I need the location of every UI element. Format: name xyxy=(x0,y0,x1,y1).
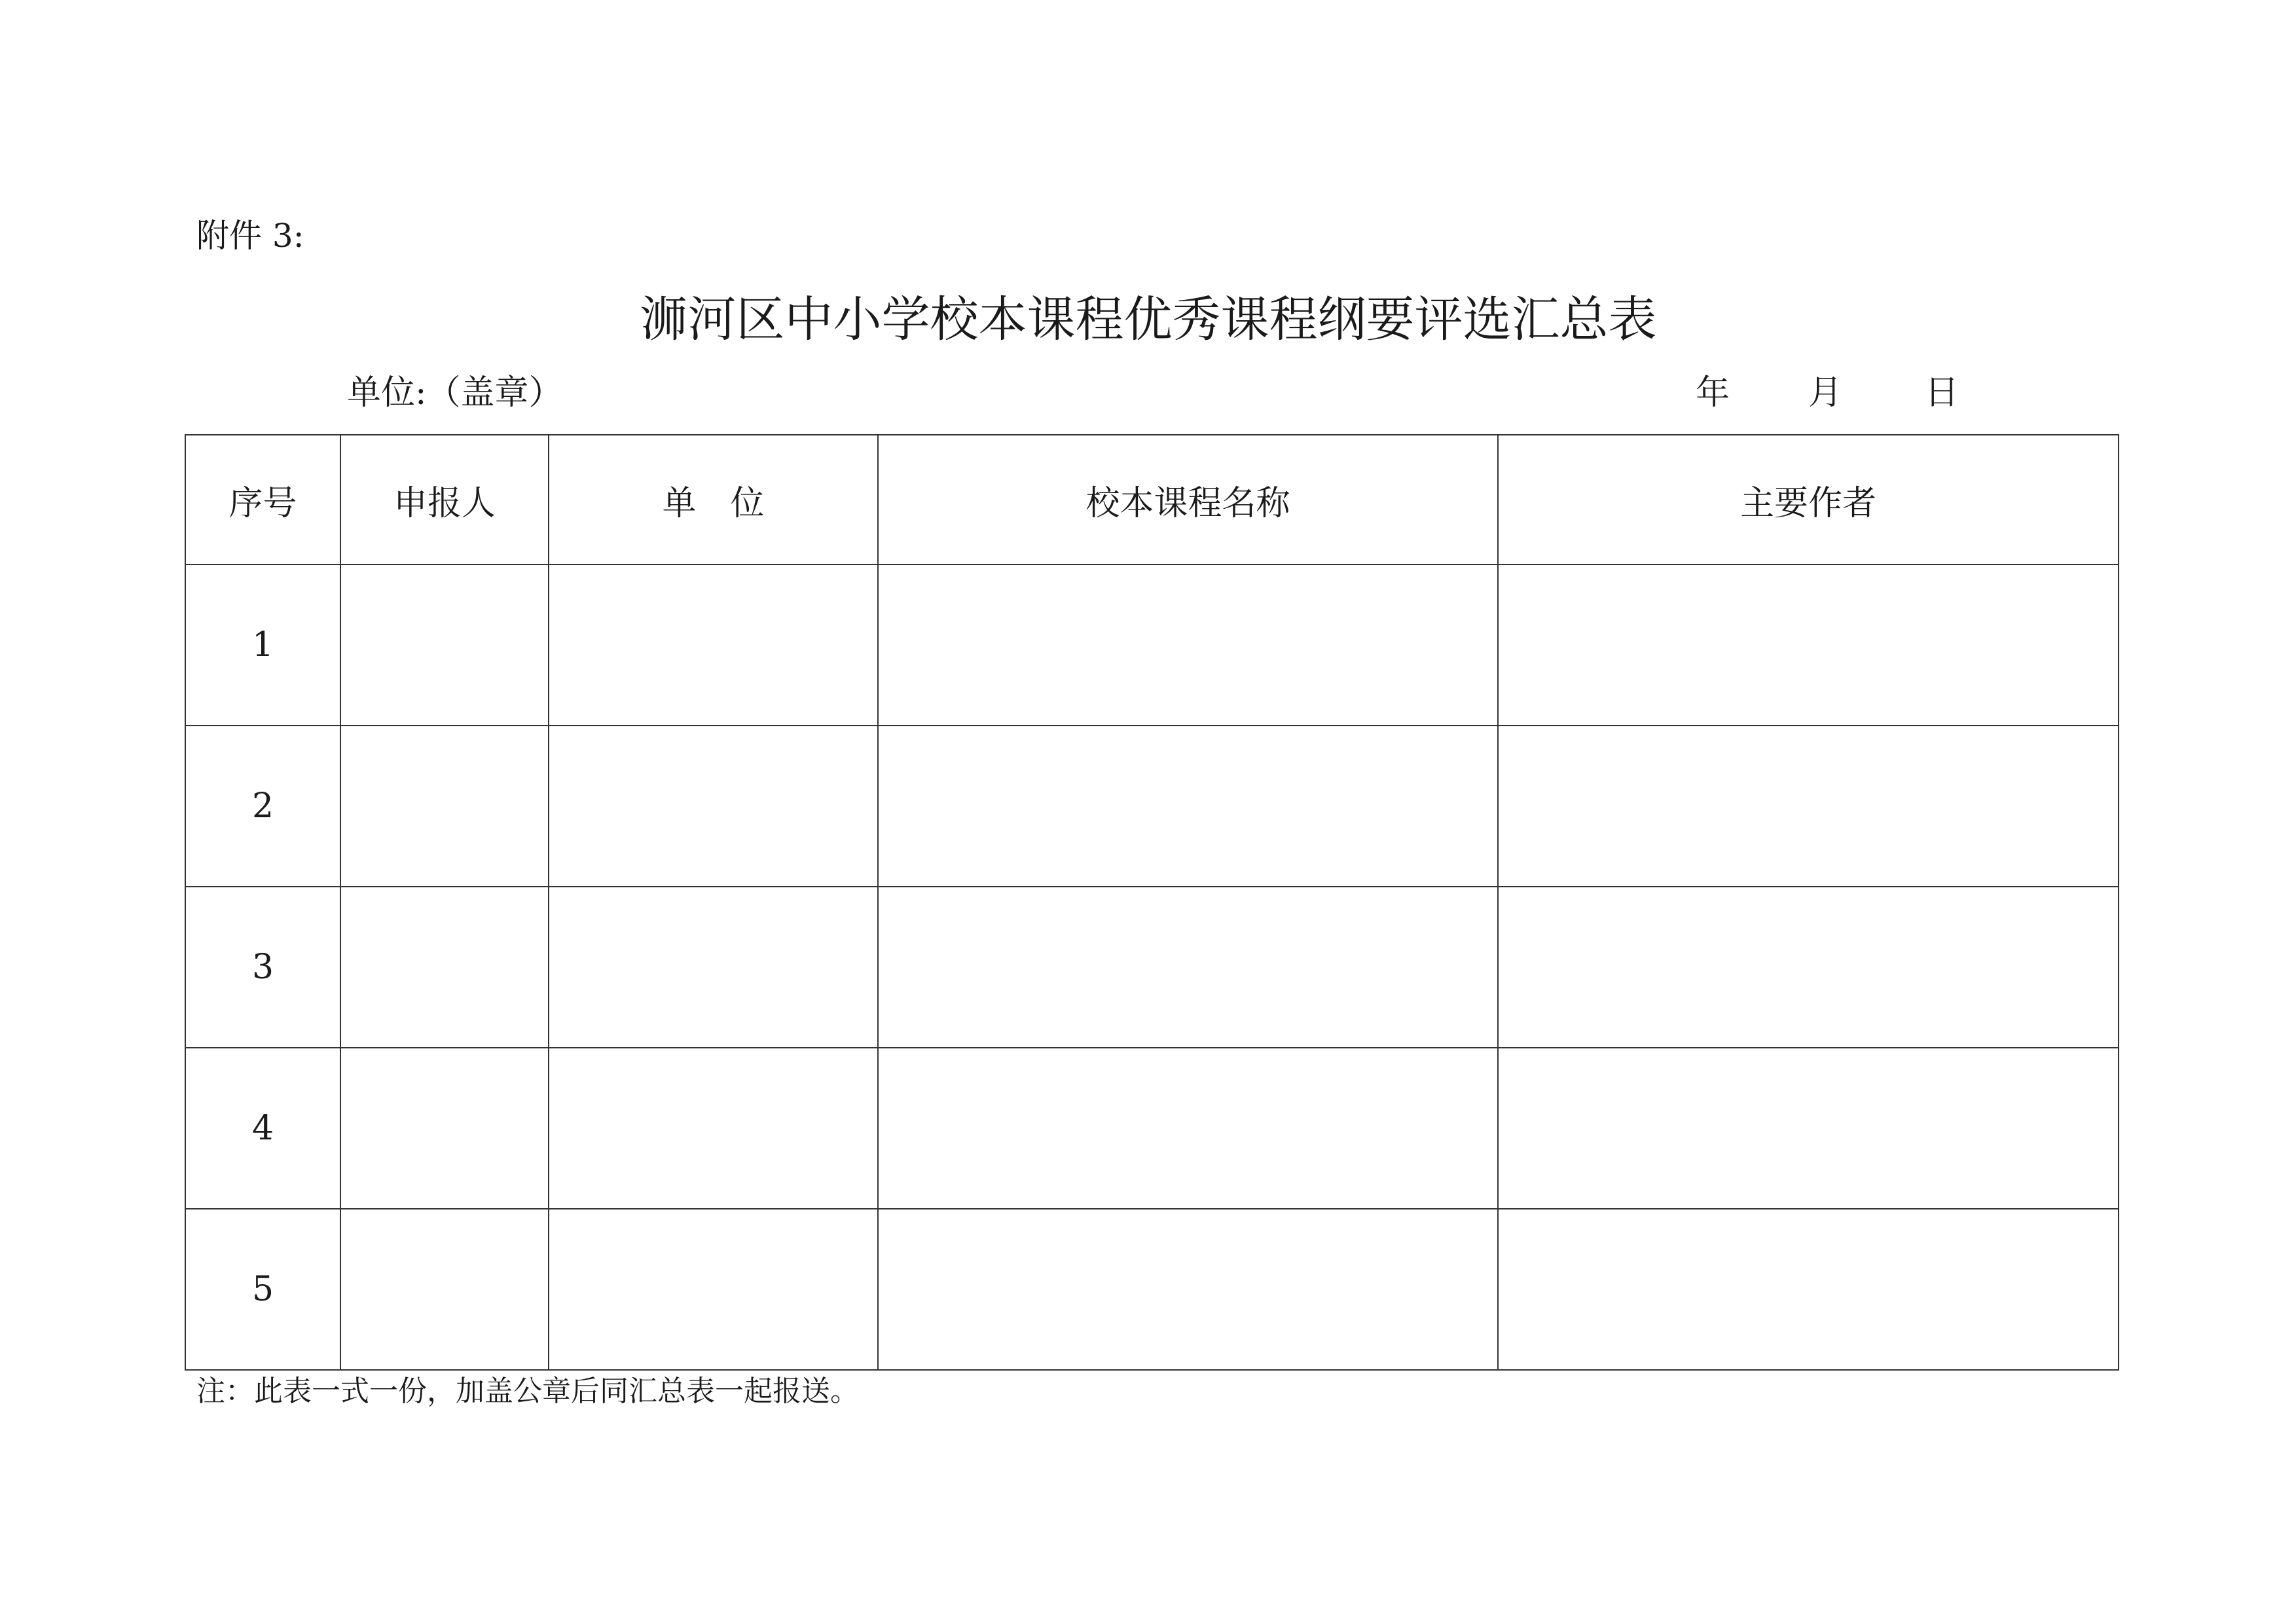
page-title: 浉河区中小学校本课程优秀课程纲要评选汇总表 xyxy=(639,291,1657,348)
unit-cell[interactable] xyxy=(549,564,878,726)
column-header-course-name: 校本课程名称 xyxy=(878,435,1498,564)
table-row xyxy=(185,887,2119,1048)
unit-cell[interactable] xyxy=(549,1209,878,1370)
table-row xyxy=(185,1209,2119,1370)
column-header-unit: 单 位 xyxy=(549,435,878,564)
unit-cell[interactable] xyxy=(549,726,878,887)
course-name-cell[interactable] xyxy=(878,726,1498,887)
attachment-label: 附件 3: xyxy=(196,217,304,255)
applicant-cell[interactable] xyxy=(340,564,549,726)
table-header-row xyxy=(185,435,2119,564)
date-month-label: 月 xyxy=(1808,373,1843,413)
date-year-label: 年 xyxy=(1696,373,1730,413)
table-row xyxy=(185,1048,2119,1209)
column-header-applicant: 申报人 xyxy=(340,435,549,564)
main-author-cell[interactable] xyxy=(1498,1048,2119,1209)
applicant-cell[interactable] xyxy=(340,1209,549,1370)
applicant-cell[interactable] xyxy=(340,1048,549,1209)
row-seq-cell: 4 xyxy=(185,1048,340,1209)
course-name-cell[interactable] xyxy=(878,1209,1498,1370)
date-day-label: 日 xyxy=(1925,373,1959,413)
row-seq-cell: 2 xyxy=(185,726,340,887)
column-header-seq: 序号 xyxy=(185,435,340,564)
main-author-cell[interactable] xyxy=(1498,726,2119,887)
course-name-cell[interactable] xyxy=(878,887,1498,1048)
main-author-cell[interactable] xyxy=(1498,564,2119,726)
course-name-cell[interactable] xyxy=(878,1048,1498,1209)
column-header-main-author: 主要作者 xyxy=(1498,435,2119,564)
applicant-cell[interactable] xyxy=(340,726,549,887)
course-name-cell[interactable] xyxy=(878,564,1498,726)
applicant-cell[interactable] xyxy=(340,887,549,1048)
unit-stamp-label: 单位:（盖章） xyxy=(347,373,563,413)
unit-cell[interactable] xyxy=(549,887,878,1048)
unit-cell[interactable] xyxy=(549,1048,878,1209)
table-row xyxy=(185,564,2119,726)
footnote: 注：此表一式一份，加盖公章后同汇总表一起报送。 xyxy=(196,1375,859,1408)
summary-table xyxy=(185,434,2119,1371)
main-author-cell[interactable] xyxy=(1498,887,2119,1048)
table-row xyxy=(185,726,2119,887)
row-seq-cell: 3 xyxy=(185,887,340,1048)
row-seq-cell: 1 xyxy=(185,564,340,726)
main-author-cell[interactable] xyxy=(1498,1209,2119,1370)
row-seq-cell: 5 xyxy=(185,1209,340,1370)
